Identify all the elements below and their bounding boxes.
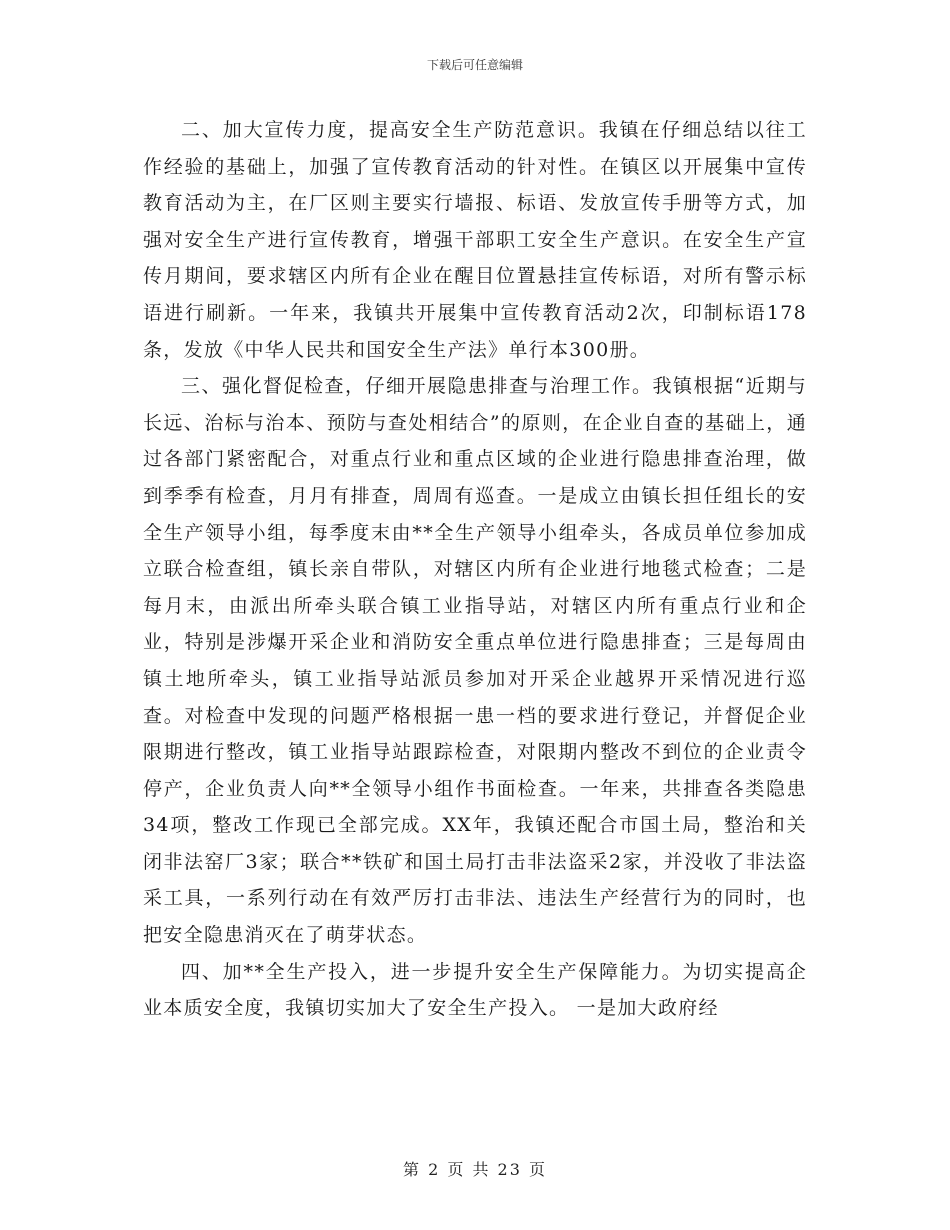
header-note: 下载后可任意编辑: [426, 58, 523, 72]
paragraph-publicity: 二、加大宣传力度，提高安全生产防范意识。我镇在仔细总结以往工作经验的基础上，加强了宣传教育活动的针对性。在镇区以开展集中宣传教育活动为主，在厂区则主要实行墙报、标语、发放宣传手册等方式，加强对安全生产进行宣传教育，增强干部职工安全生产意识。在安全生产宣传月期间，要求辖区内所有企业在醒目位置悬挂宣传标语，对所有警示标语进行刷新。一年来，我镇共开展集中宣传教育活动2次，印制标语178条，发放《中华人民共和国安全生产法》单行本300册。: [143, 119, 807, 361]
paragraph-investment: 四、加**全生产投入，进一步提升安全生产保障能力。为切实提高企业本质安全度，我镇切实加大了安全生产投入。 一是加大政府经: [143, 960, 807, 1020]
document-body: [143, 112, 807, 1027]
page-number-footer: 第 2 页 共 23 页: [403, 1160, 547, 1179]
paragraph-inspection: 三、强化督促检查，仔细开展隐患排查与治理工作。我镇根据“近期与长远、治标与治本、预防与查处相结合”的原则，在企业自查的基础上，通过各部门紧密配合，对重点行业和重点区域的企业进行隐患排查治理，做到季季有检查，月月有排查，周周有巡查。一是成立由镇长担任组长的安全生产领导小组，每季度末由**全生产领导小组牵头，各成员单位参加成立联合检查组，镇长亲自带队，对辖区内所有企业进行地毯式检查；二是每月末，由派出所牵头联合镇工业指导站，对辖区内所有重点行业和企业，特别是涉爆开采企业和消防安全重点单位进行隐患排查；三是每周由镇土地所牵头，镇工业指导站派员参加对开采企业越界开采情况进行巡查。对检查中发现的问题严格根据一患一档的要求进行登记，并督促企业限期进行整改，镇工业指导站跟踪检查，对限期内整改不到位的企业责令停产，企业负责人向**全领导小组作书面检查。一年来，共排查各类隐患34项，整改工作现已全部完成。XX年，我镇还配合市国土局，整治和关闭非法窑厂3家；联合**铁矿和国土局打击非法盗采2家，并没收了非法盗采工具，一系列行动在有效严厉打击非法、违法生产经营行为的同时，也把安全隐患消灭在了萌芽状态。: [143, 375, 807, 947]
